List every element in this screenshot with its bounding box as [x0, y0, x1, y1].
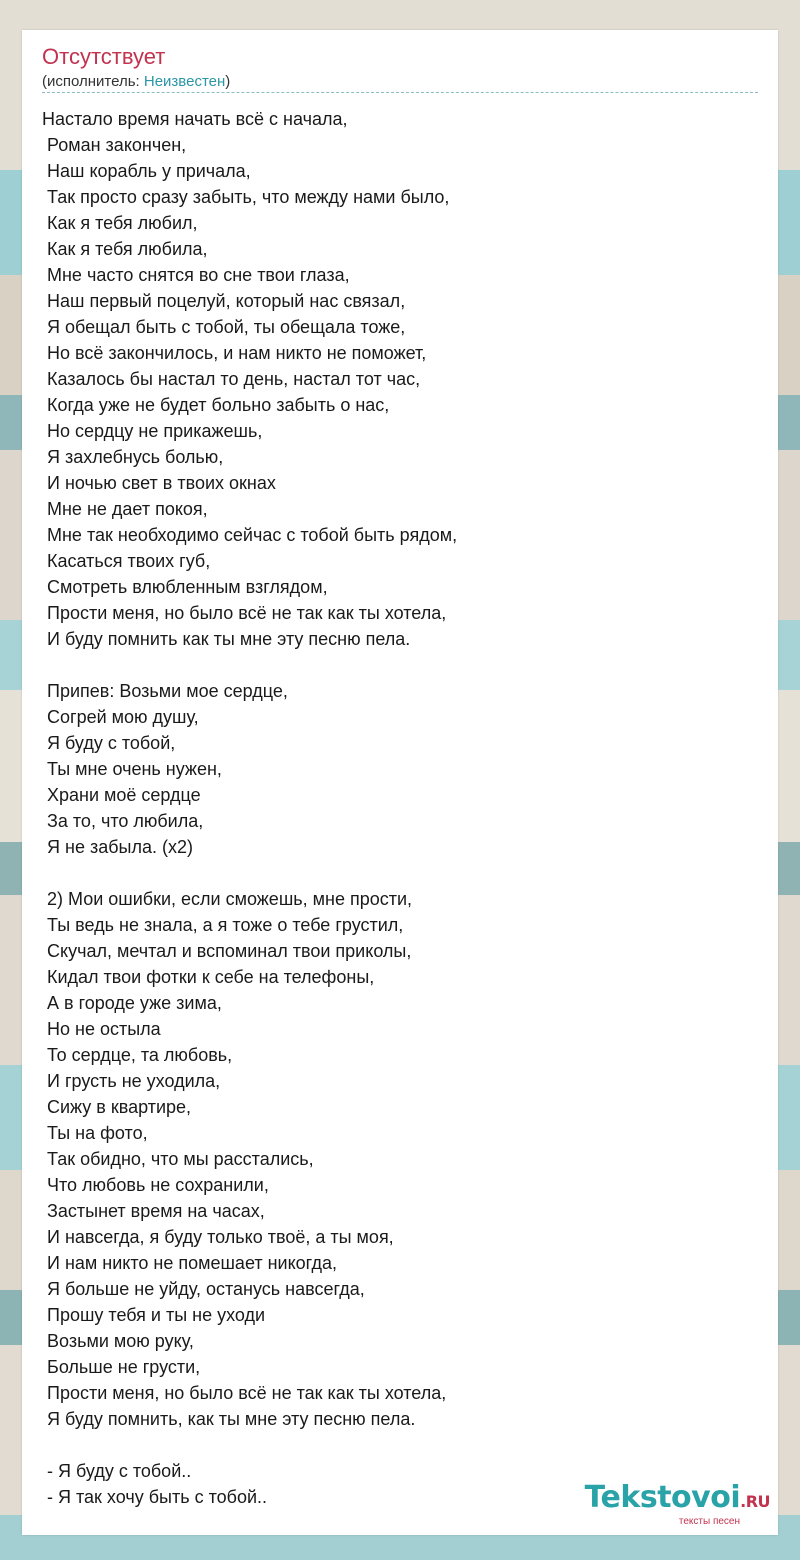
lyrics-line: Я буду с тобой,: [42, 733, 176, 753]
lyrics-line: Ты мне очень нужен,: [42, 759, 222, 779]
lyrics-line: И нам никто не помешает никогда,: [42, 1253, 337, 1273]
lyrics-line: Я не забыла. (x2): [42, 837, 193, 857]
artist-line: [42, 73, 230, 90]
lyrics-line: Роман закончен,: [42, 135, 187, 155]
lyrics-line: Наш первый поцелуй, который нас связал,: [42, 291, 406, 311]
lyrics-line: Так обидно, что мы расстались,: [42, 1149, 314, 1169]
lyrics-line: Кидал твои фотки к себе на телефоны,: [42, 967, 375, 987]
lyrics-line: 2) Мои ошибки, если сможешь, мне прости,: [42, 889, 413, 909]
lyrics-line: [42, 652, 457, 678]
lyrics-line: [42, 1432, 457, 1458]
lyrics-line: Касаться твоих губ,: [42, 551, 211, 571]
lyrics-line: Я больше не уйду, останусь навсегда,: [42, 1279, 365, 1299]
lyrics-line: Возьми мою руку,: [42, 1331, 194, 1351]
lyrics-card: [22, 30, 778, 1535]
lyrics-line: - Я буду с тобой..: [42, 1461, 192, 1481]
lyrics-line: Я захлебнусь болью,: [42, 447, 224, 467]
lyrics-line: Мне часто снятся во сне твои глаза,: [42, 265, 350, 285]
lyrics-line: Храни моё сердце: [42, 785, 201, 805]
lyrics-line: Что любовь не сохранили,: [42, 1175, 269, 1195]
lyrics-line: Так просто сразу забыть, что между нами было,: [42, 187, 450, 207]
lyrics-line: И ночью свет в твоих окнах: [42, 473, 276, 493]
lyrics-line: Согрей мою душу,: [42, 707, 199, 727]
lyrics-line: Ты ведь не знала, а я тоже о тебе грустил,: [42, 915, 404, 935]
lyrics-line: Я обещал быть с тобой, ты обещала тоже,: [42, 317, 406, 337]
lyrics-line: Скучал, мечтал и вспоминал твои приколы,: [42, 941, 412, 961]
lyrics-line: А в городе уже зима,: [42, 993, 222, 1013]
lyrics-line: Но не остыла: [42, 1019, 161, 1039]
lyrics-line: Больше не грусти,: [42, 1357, 201, 1377]
lyrics-line: Но сердцу не прикажешь,: [42, 421, 263, 441]
lyrics-line: То сердце, та любовь,: [42, 1045, 233, 1065]
site-logo[interactable]: [584, 1480, 770, 1527]
lyrics-line: Мне так необходимо сейчас с тобой быть рядом,: [42, 525, 458, 545]
lyrics-line: Застынет время на часах,: [42, 1201, 265, 1221]
lyrics-line: Прошу тебя и ты не уходи: [42, 1305, 266, 1325]
lyrics-line: Припев: Возьми мое сердце,: [42, 681, 288, 701]
lyrics-line: И буду помнить как ты мне эту песню пела.: [42, 629, 411, 649]
lyrics-line: Я буду помнить, как ты мне эту песню пела.: [42, 1409, 416, 1429]
logo-main-text: Tekstovoi: [584, 1480, 741, 1515]
logo-tld-text: .RU: [740, 1492, 770, 1511]
song-title: Отсутствует: [42, 44, 166, 69]
lyrics-line: Настало время начать всё с начала,: [42, 109, 348, 129]
lyrics-line: Прости меня, но было всё не так как ты хотела,: [42, 1383, 447, 1403]
artist-prefix: (исполнитель:: [42, 73, 144, 90]
artist-suffix: ): [225, 73, 231, 90]
lyrics-line: Когда уже не будет больно забыть о нас,: [42, 395, 390, 415]
lyrics-line: Прости меня, но было всё не так как ты хотела,: [42, 603, 447, 623]
lyrics-line: За то, что любила,: [42, 811, 204, 831]
lyrics-line: Ты на фото,: [42, 1123, 148, 1143]
artist-link[interactable]: Неизвестен: [143, 73, 226, 90]
lyrics-line: Как я тебя любила,: [42, 239, 208, 259]
lyrics-line: Сижу в квартире,: [42, 1097, 192, 1117]
logo-subtitle: тексты песен: [678, 1516, 740, 1527]
lyrics-line: - Я так хочу быть с тобой..: [42, 1487, 268, 1507]
lyrics-line: Мне не дает покоя,: [42, 499, 208, 519]
lyrics-line: Казалось бы настал то день, настал тот час,: [42, 369, 421, 389]
lyrics-line: И грусть не уходила,: [42, 1071, 221, 1091]
dashed-divider: [42, 92, 758, 93]
lyrics-line: Смотреть влюбленным взглядом,: [42, 577, 328, 597]
lyrics-line: Наш корабль у причала,: [42, 161, 251, 181]
lyrics-line: [42, 860, 457, 886]
lyrics-line: И навсегда, я буду только твоё, а ты моя,: [42, 1227, 394, 1247]
lyrics-line: Но всё закончилось, и нам никто не поможет,: [42, 343, 427, 363]
lyrics-line: Как я тебя любил,: [42, 213, 198, 233]
lyrics-text: [42, 106, 457, 1510]
